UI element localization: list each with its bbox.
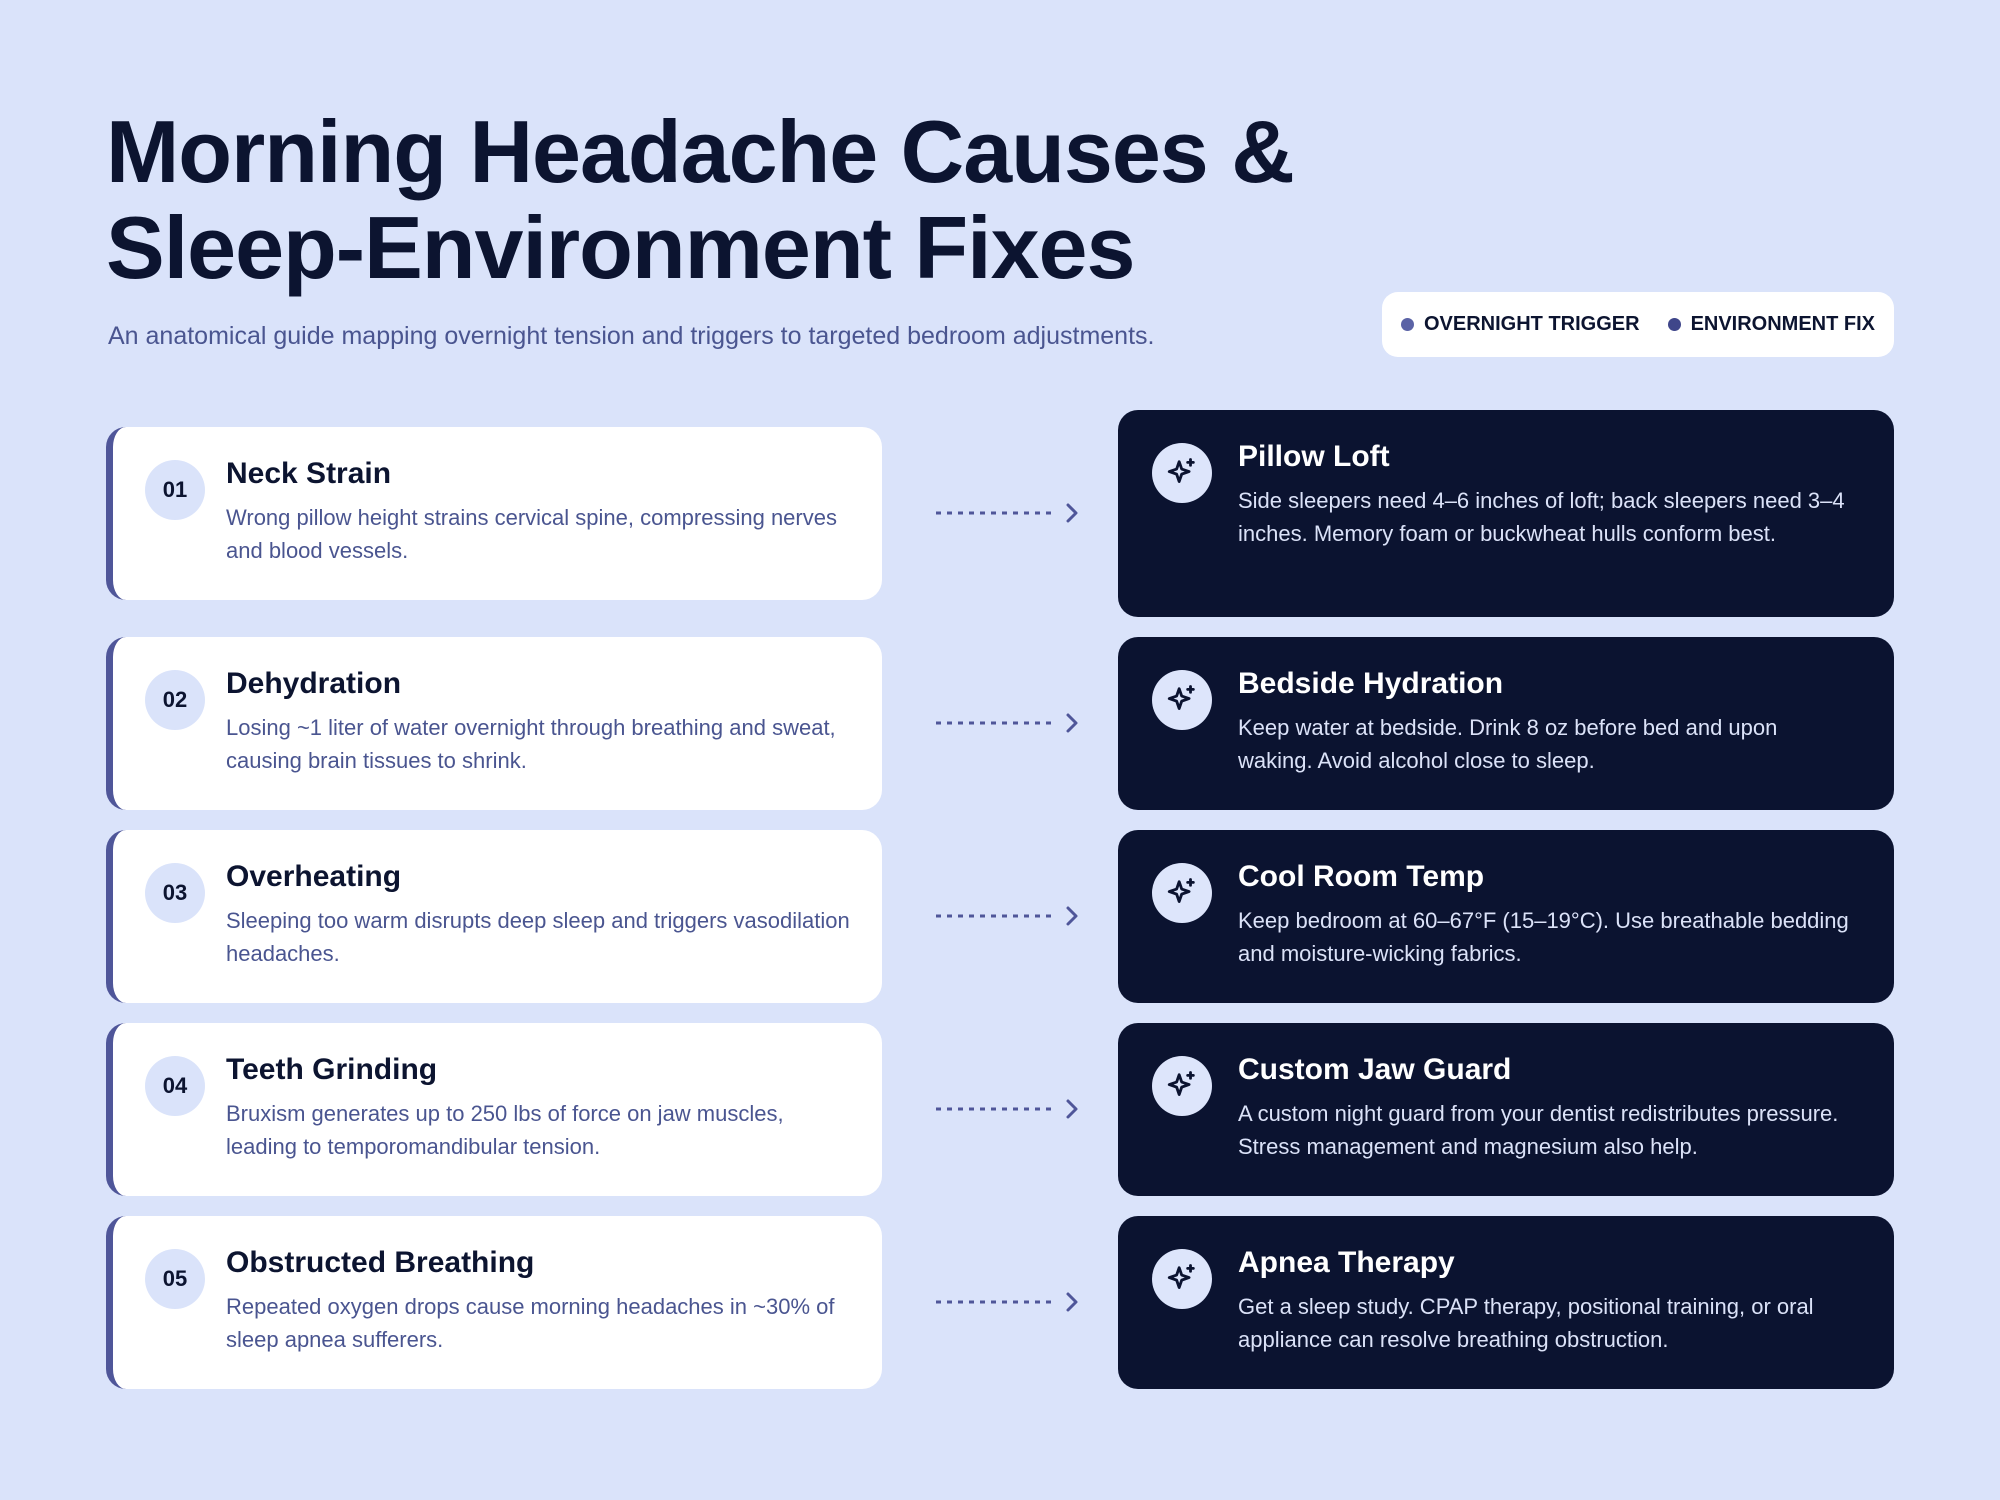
cause-title: Neck Strain — [226, 457, 392, 490]
sparkles-icon — [1152, 1249, 1212, 1309]
cause-card — [106, 637, 882, 810]
fix-description: Get a sleep study. CPAP therapy, positional training, or oral appliance can resolve breathing obstruction. — [1238, 1294, 1814, 1352]
cause-card — [106, 830, 882, 1003]
legend-label-trigger: OVERNIGHT TRIGGER — [1423, 313, 1640, 335]
fix-description: Keep water at bedside. Drink 8 oz before bed and upon waking. Avoid alcohol close to sleep. — [1238, 715, 1778, 773]
page-title-line-1: Morning Headache Causes & — [106, 102, 1294, 201]
connector-arrow-icon — [930, 708, 1080, 738]
fix-description: Keep bedroom at 60–67°F (15–19°C). Use breathable bedding and moisture-wicking fabrics. — [1238, 908, 1849, 966]
sparkles-icon — [1152, 1056, 1212, 1116]
fix-title: Pillow Loft — [1238, 440, 1390, 473]
sparkles-icon — [1152, 863, 1212, 923]
fix-description: A custom night guard from your dentist redistributes pressure. Stress management and magnesium also help. — [1238, 1101, 1839, 1159]
cause-title: Obstructed Breathing — [226, 1246, 535, 1279]
fix-description: Side sleepers need 4–6 inches of loft; back sleepers need 3–4 inches. Memory foam or buckwheat hulls conform best. — [1238, 488, 1845, 546]
cause-title: Overheating — [226, 860, 402, 893]
fix-card — [1118, 830, 1894, 1003]
cause-card — [106, 427, 882, 600]
page-title-line-2: Sleep-Environment Fixes — [106, 198, 1135, 297]
row-1 — [106, 410, 1894, 617]
sparkles-icon — [1152, 670, 1212, 730]
connector-arrow-icon — [930, 901, 1080, 931]
fix-card — [1118, 637, 1894, 810]
connector-arrow-icon — [930, 1287, 1080, 1317]
page-subtitle: An anatomical guide mapping overnight tension and triggers to targeted bedroom adjustments. — [108, 322, 1155, 350]
fix-card — [1118, 1023, 1894, 1196]
legend-item-trigger — [1401, 313, 1640, 336]
legend-dot-fix — [1668, 318, 1681, 331]
legend-item-fix — [1668, 313, 1875, 336]
cause-title: Teeth Grinding — [226, 1053, 438, 1086]
cause-number-badge: 01 — [145, 460, 205, 520]
cause-number-badge: 03 — [145, 863, 205, 923]
fix-title: Cool Room Temp — [1238, 860, 1485, 893]
fix-title: Bedside Hydration — [1238, 667, 1504, 700]
fix-card — [1118, 410, 1894, 617]
connector-arrow-icon — [930, 498, 1080, 528]
cause-card — [106, 1023, 882, 1196]
sparkles-icon — [1152, 443, 1212, 503]
fix-card — [1118, 1216, 1894, 1389]
page-title — [106, 104, 1406, 296]
cause-number-badge: 04 — [145, 1056, 205, 1116]
row-2 — [106, 637, 1894, 810]
cause-number-badge: 05 — [145, 1249, 205, 1309]
row-3 — [106, 830, 1894, 1003]
fix-title: Apnea Therapy — [1238, 1246, 1455, 1279]
cause-title: Dehydration — [226, 667, 402, 700]
cause-number-badge: 02 — [145, 670, 205, 730]
cause-description: Bruxism generates up to 250 lbs of force on jaw muscles, leading to temporomandibular tension. — [226, 1101, 784, 1159]
legend — [1382, 292, 1894, 357]
cause-description: Wrong pillow height strains cervical spine, compressing nerves and blood vessels. — [226, 505, 837, 563]
legend-label-fix: ENVIRONMENT FIX — [1690, 313, 1876, 335]
row-4 — [106, 1023, 1894, 1196]
cause-description: Repeated oxygen drops cause morning headaches in ~30% of sleep apnea sufferers. — [226, 1294, 835, 1352]
cause-card — [106, 1216, 882, 1389]
legend-dot-trigger — [1401, 318, 1414, 331]
row-5 — [106, 1216, 1894, 1389]
connector-arrow-icon — [930, 1094, 1080, 1124]
cause-description: Losing ~1 liter of water overnight through breathing and sweat, causing brain tissues to shrink. — [226, 715, 836, 773]
cause-description: Sleeping too warm disrupts deep sleep and triggers vasodilation headaches. — [226, 908, 850, 966]
fix-title: Custom Jaw Guard — [1238, 1053, 1512, 1086]
